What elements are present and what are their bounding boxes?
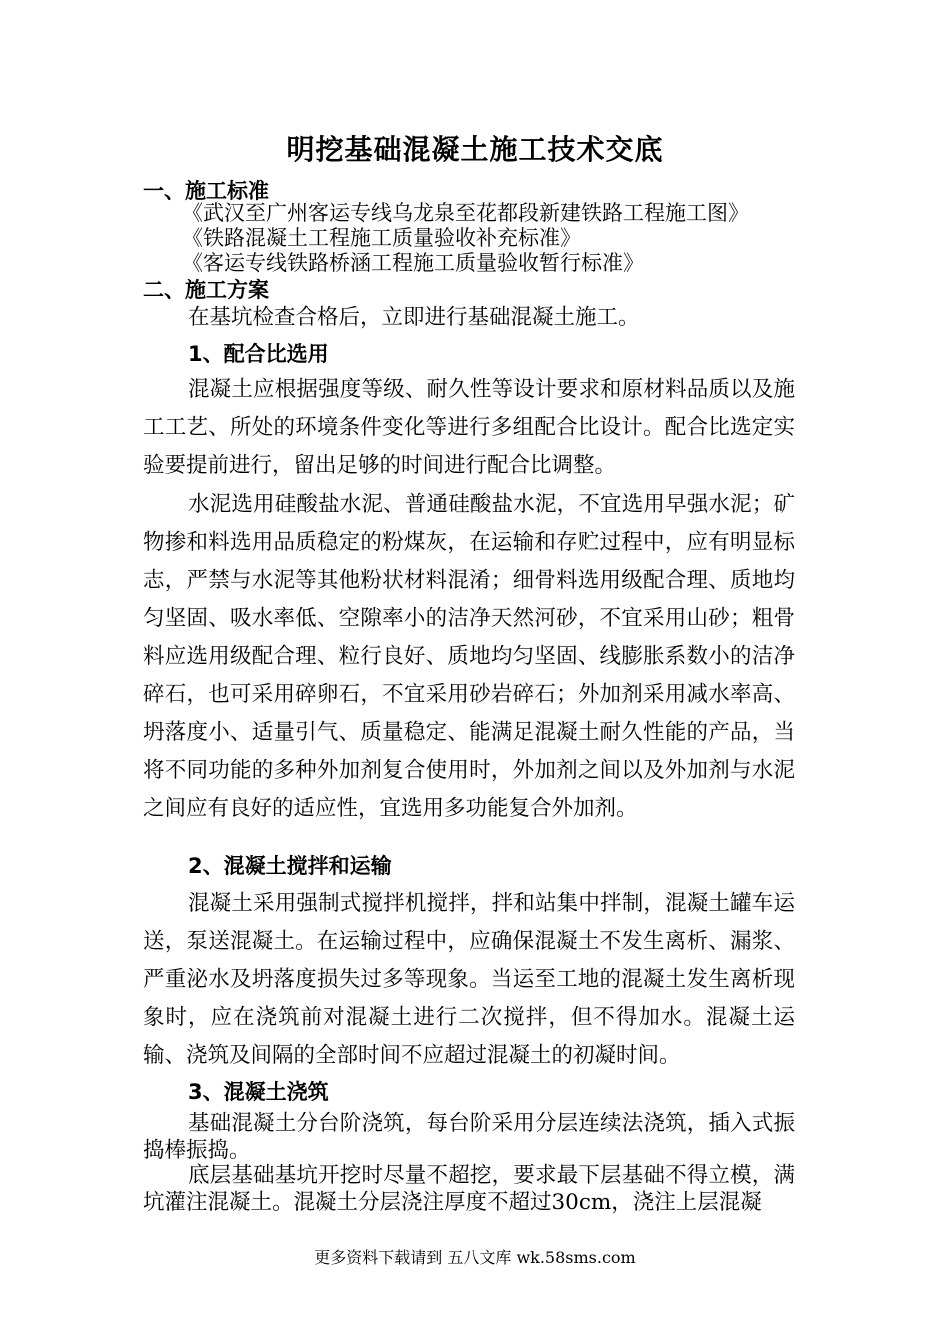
paragraph-pouring-steps: 基础混凝土分台阶浇筑，每台阶采用分层连续法浇筑，插入式振捣棒振捣。 xyxy=(143,1111,795,1163)
subsection-heading-mixing: 2、混凝土搅拌和运输 xyxy=(188,854,392,878)
page-footer: 更多资料下载请到 五八文库 wk.58sms.com xyxy=(314,1248,636,1267)
paragraph-materials: 水泥选用硅酸盐水泥、普通硅酸盐水泥，不宜选用早强水泥；矿物掺和料选用品质稳定的粉煤灰，在运输和存贮过程中，应有明显标志，严禁与水泥等其他粉状材料混淆；细骨料选用级配合理、质地均匀坚固、吸水率低、空隙率小的洁净天然河砂，不宜采用山砂；粗骨料应选用级配合理、粒行良好、质地均匀坚固、线膨胀系数小的洁净碎石，也可采用碎卵石，不宜采用砂岩碎石；外加剂采用减水率高、坍落度小、适量引气、质量稳定、能满足混凝土耐久性能的产品，当将不同功能的多种外加剂复合使用时，外加剂之间以及外加剂与水泥之间应有良好的适应性，宜选用多功能复合外加剂。 xyxy=(143,492,795,821)
section-heading-plan: 二、施工方案 xyxy=(143,278,269,302)
section-heading-standards: 一、施工标准 xyxy=(143,179,269,203)
page-title: 明挖基础混凝土施工技术交底 xyxy=(286,133,664,166)
subsection-heading-pouring: 3、混凝土浇筑 xyxy=(188,1080,329,1104)
subsection-heading-mix: 1、配合比选用 xyxy=(188,342,329,366)
paragraph-mixing-transport: 混凝土采用强制式搅拌机搅拌，拌和站集中拌制，混凝土罐车运送，泵送混凝土。在运输过程中，应确保混凝土不发生离析、漏浆、严重泌水及坍落度损失过多等现象。当运至工地的混凝土发生离析现象时，应在浇筑前对混凝土进行二次搅拌，但不得加水。混凝土运输、浇筑及间隔的全部时间不应超过混凝土的初凝时间。 xyxy=(143,891,795,1068)
paragraph-mix-design: 混凝土应根据强度等级、耐久性等设计要求和原材料品质以及施工工艺、所处的环境条件变化等进行多组配合比设计。配合比选定实验要提前进行，留出足够的时间进行配合比调整。 xyxy=(143,377,795,478)
standard-item: 《铁路混凝土工程施工质量验收补充标准》 xyxy=(182,226,581,250)
paragraph-pouring-layers: 底层基础基坑开挖时尽量不超挖，要求最下层基础不得立模，满坑灌注混凝土。混凝土分层浇注厚度不超过30cm，浇注上层混凝 xyxy=(143,1163,795,1215)
standard-item: 《武汉至广州客运专线乌龙泉至花都段新建铁路工程施工图》 xyxy=(182,201,749,225)
plan-intro: 在基坑检查合格后，立即进行基础混凝土施工。 xyxy=(188,305,640,330)
standard-item: 《客运专线铁路桥涵工程施工质量验收暂行标准》 xyxy=(182,251,644,275)
